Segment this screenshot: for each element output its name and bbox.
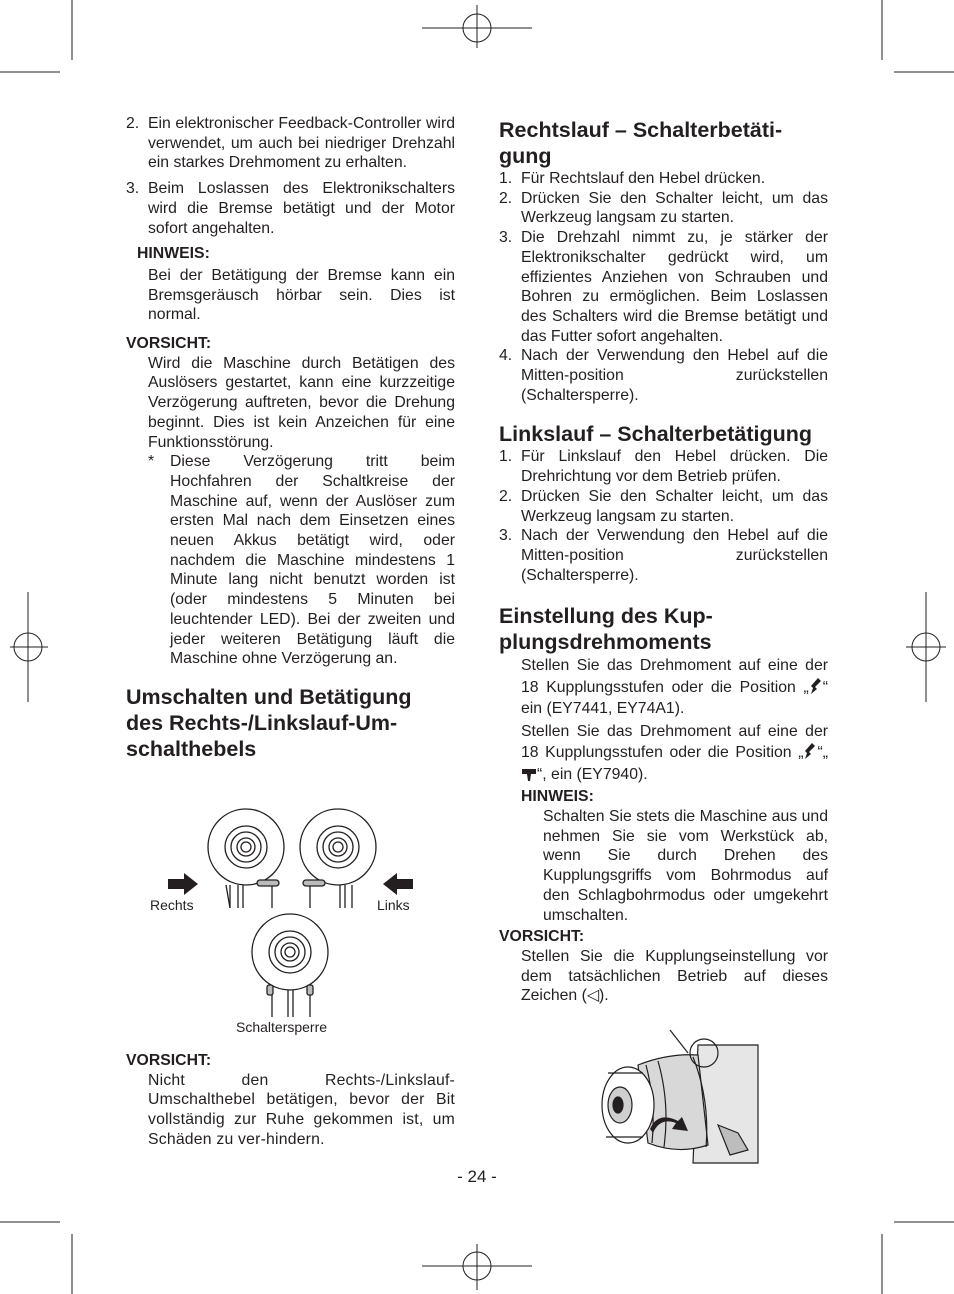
caption-rechts: Rechts <box>150 897 194 913</box>
hinweis-label: HINWEIS: <box>137 245 210 263</box>
page-number: - 24 - <box>457 1167 497 1186</box>
tool-links-illustration <box>300 809 376 908</box>
right-column <box>499 117 828 1006</box>
arrow-left-icon <box>383 873 413 895</box>
section-heading-kupplung: Einstellung des Kup- plungsdrehmoments <box>499 604 713 655</box>
vorsicht-text: Stellen Sie die Kupplungseinstellung vor dem tatsächlichen Betrieb auf dieses Zeichen (◁). <box>521 947 828 1005</box>
footnote-text: Diese Verzögerung tritt beim Hochfahren der Schaltkreise der Maschine auf, wenn der Auslöser zum ersten Mal nach dem Einsetzen eines neuen Akkus betätigt wird, oder nachdem die Maschine mindestens 1 Minute lang nicht benutzt worden ist (oder mindestens 5 Minuten bei leuchtender LED). Bei der zweiten und jeder weiteren Betätigung läuft die Maschine ohne Verzögerung an. <box>170 453 455 668</box>
drill-mode-icon <box>809 677 823 695</box>
list-item: 1. Für Rechtslauf den Hebel drücken. <box>499 170 766 187</box>
drill-mode-icon <box>803 742 817 760</box>
vorsicht-label: VORSICHT: <box>126 1052 212 1069</box>
section-heading-umschalten: Umschalten und Betätigung des Rechts-/Linkslauf-Um- schalthebels <box>126 684 412 761</box>
footnote-item: * Diese Verzögerung tritt beim Hochfahren der Schaltkreise der Maschine auf, wenn der Auslöser zum ersten Mal nach dem Einsetzen eines neuen Akkus betätigt wird, oder nachdem die Maschine mindestens 1 Minute lang nicht benutzt worden ist (oder mindestens 5 Minuten bei leuchtender LED). Bei der zweiten und jeder weiteren Betätigung läuft die Maschine ohne Verzögerung an. <box>148 453 455 668</box>
list-item: 3. Nach der Verwendung den Hebel auf die Mitten-position zurückstellen (Schaltersperre). <box>499 527 828 584</box>
hammer-drill-icon <box>521 764 537 782</box>
arrow-right-icon <box>168 873 198 895</box>
kupplung-text-1: Stellen Sie das Drehmoment auf eine der 18 Kupplungsstufen oder die Position „ “ ein (EY7441, EY74A1). <box>521 657 829 718</box>
caption-schaltersperre: Schaltersperre <box>236 1019 328 1035</box>
left-column <box>126 114 455 762</box>
lever-figure <box>160 805 420 1035</box>
tool-rechts-illustration <box>208 809 284 908</box>
tool-lock-illustration <box>252 914 328 1017</box>
hinweis-text: Schalten Sie stets die Maschine aus und nehmen Sie sie vom Werkstück ab, wenn Sie durch Drehen des Kupplungsgriffs vom Bohrmodus auf den Schlagbohrmodus oder umgekehrt umschalten. <box>543 808 828 924</box>
list-item: 4. Nach der Verwendung den Hebel auf die Mitten-position zurückstellen (Schaltersperre). <box>499 347 828 404</box>
list-item-text: Beim Loslassen des Elektronikschalters wird die Bremse betätigt und der Motor sofort angehalten. <box>148 180 455 237</box>
list-item: 2. Ein elektronischer Feedback-Controller wird verwendet, um auch bei niedriger Drehzahl ein starkes Drehmoment zu erhalten. <box>126 115 455 172</box>
vorsicht-text: Wird die Maschine durch Betätigen des Auslösers gestartet, kann eine kurzzeitige Verzögerung auftreten, bevor die Drehung beginnt. Dies ist kein Anzeichen für eine Funktionsstörung. <box>148 354 455 451</box>
caption-links: Links <box>377 897 410 913</box>
vorsicht-label: VORSICHT: <box>499 928 585 946</box>
list-item: 1. Für Linkslauf den Hebel drücken. Die Drehrichtung vor dem Betrieb prüfen. <box>499 448 828 486</box>
kupplung-text-2: Stellen Sie das Drehmoment auf eine der 18 Kupplungsstufen oder die Position „ “„ “, ein (EY7940). <box>521 722 828 783</box>
list-item-text: Ein elektronischer Feedback-Controller wird verwendet, um auch bei niedriger Drehzahl ein starkes Drehmoment zu erhalten. <box>148 115 455 172</box>
hinweis-label: HINWEIS: <box>521 788 594 806</box>
list-item: 2. Drücken Sie den Schalter leicht, um das Werkzeug langsam zu starten. <box>499 189 828 227</box>
section-heading-rechtslauf: Rechtslauf – Schalterbetäti- gung <box>499 118 783 168</box>
vorsicht-label: VORSICHT: <box>126 335 212 353</box>
list-item: 3. Beim Loslassen des Elektronikschalters wird die Bremse betätigt und der Motor sofort angehalten. <box>126 180 455 237</box>
section-heading-linkslauf: Linkslauf – Schalterbetätigung <box>499 422 812 447</box>
left-column-bottom <box>126 1051 455 1150</box>
list-item: 2. Drücken Sie den Schalter leicht, um das Werkzeug langsam zu starten. <box>499 487 828 525</box>
drill-clutch-figure <box>598 1025 768 1165</box>
hinweis-text: Bei der Betätigung der Bremse kann ein Bremsgeräusch hörbar sein. Dies ist normal. <box>148 266 455 324</box>
list-item: 3. Die Drehzahl nimmt zu, je stärker der Elektronikschalter gedrückt wird, um effizientes Anziehen von Schrauben und Bohren zu ermöglichen. Beim Loslassen des Schalters wird die Bremse betätigt und das Futter sofort angehalten. <box>499 229 828 345</box>
vorsicht-text: Nicht den Rechts-/Linkslauf-Umschalthebel betätigen, bevor der Bit vollständig zur Ruhe gekommen ist, um Schäden zu ver-hindern. <box>148 1071 455 1148</box>
